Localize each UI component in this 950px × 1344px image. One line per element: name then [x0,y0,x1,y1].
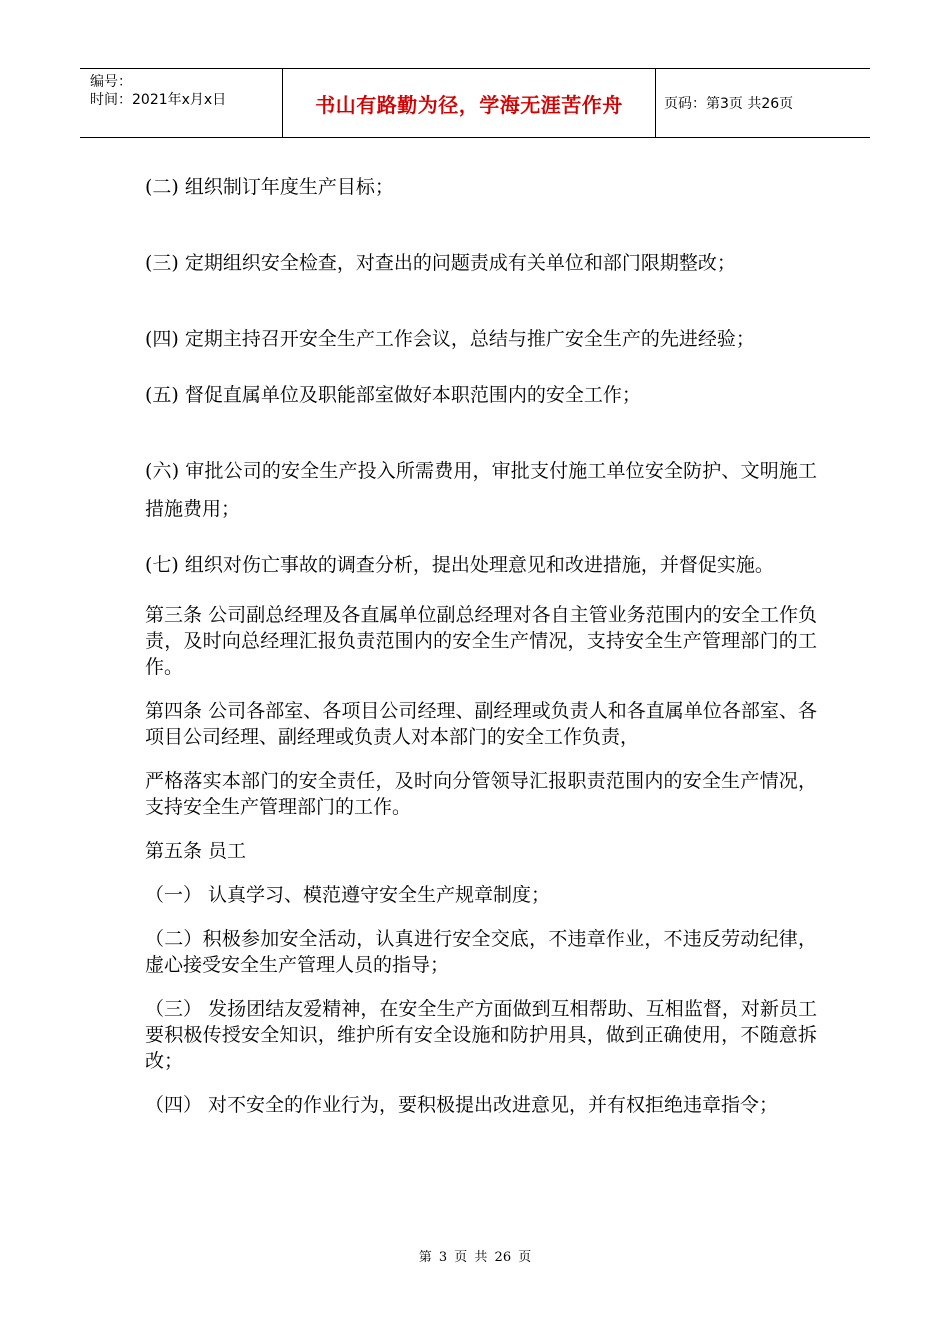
paragraph: (五) 督促直属单位及职能部室做好本职范围内的安全工作； [145,384,641,406]
header-left [80,69,282,137]
page-header [80,68,870,138]
paragraph: (六) 审批公司的安全生产投入所需费用，审批支付施工单位安全防护、文明施工措施费用； [145,460,817,520]
document-body [145,168,817,1118]
paragraph: (二) 组织制订年度生产目标； [145,176,394,198]
paragraph: （四） 对不安全的作业行为，要积极提出改进意见，并有权拒绝违章指令； [145,1094,779,1116]
page-footer: 第 3 页 共 26 页 [418,1250,532,1265]
paragraph: (三) 定期组织安全检查，对查出的问题责成有关单位和部门限期整改； [145,252,736,274]
paragraph: 第五条 员工 [145,840,247,862]
header-page-info: 页码：第3页 共26页 [664,96,794,112]
paragraph: (七) 组织对伤亡事故的调查分析，提出处理意见和改进措施，并督促实施。 [145,554,774,576]
paragraph: 第三条 公司副总经理及各直属单位副总经理对各自主管业务范围内的安全工作负责，及时向总经理汇报负责范围内的安全生产情况，支持安全生产管理部门的工作。 [145,604,817,678]
paragraph: （二）积极参加安全活动，认真进行安全交底，不违章作业，不违反劳动纪律，虚心接受安全生产管理人员的指导； [145,928,817,976]
paragraph: （一） 认真学习、模范遵守安全生产规章制度； [145,884,551,906]
paragraph: (四) 定期主持召开安全生产工作会议，总结与推广安全生产的先进经验； [145,328,755,350]
paragraph: 第四条 公司各部室、各项目公司经理、副经理或负责人和各直属单位各部室、各项目公司经理、副经理或负责人对本部门的安全工作负责， [145,700,817,748]
header-motto: 书山有路勤为径，学海无涯苦作舟 [282,69,656,137]
serial-number-label: 编号： [90,74,132,90]
paragraph: 严格落实本部门的安全责任，及时向分管领导汇报职责范围内的安全生产情况，支持安全生产管理部门的工作。 [145,770,817,818]
paragraph: （三） 发扬团结友爱精神，在安全生产方面做到互相帮助、互相监督，对新员工要积极传授安全知识，维护所有安全设施和防护用具，做到正确使用，不随意拆改； [145,998,817,1072]
date-label: 时间：2021年x月x日 [90,92,227,108]
